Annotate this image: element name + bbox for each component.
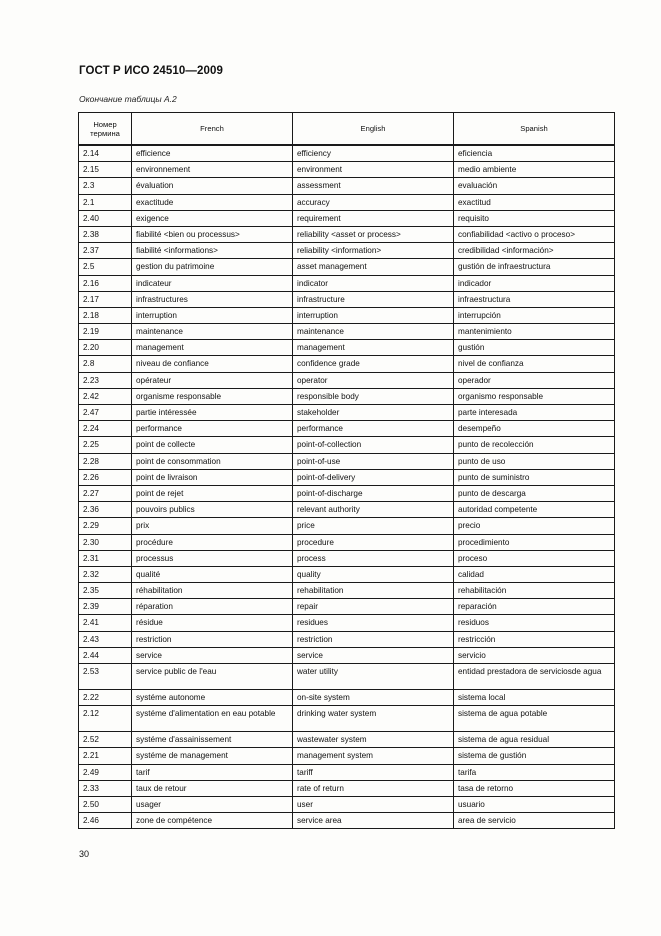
english-term-cell: service area bbox=[293, 813, 454, 829]
term-number-cell: 2.5 bbox=[79, 259, 132, 275]
english-term-cell: management system bbox=[293, 748, 454, 764]
french-term-cell: maintenance bbox=[132, 324, 293, 340]
column-header-number-line1: Номер bbox=[93, 119, 117, 129]
spanish-term-cell: rehabilitación bbox=[454, 583, 615, 599]
french-term-cell: service public de l'eau bbox=[132, 664, 293, 690]
french-term-cell: point de collecte bbox=[132, 437, 293, 453]
english-term-cell: user bbox=[293, 796, 454, 812]
table-row bbox=[79, 706, 615, 732]
english-term-cell: reliability <information> bbox=[293, 243, 454, 259]
french-term-cell: usager bbox=[132, 796, 293, 812]
french-term-cell: environnement bbox=[132, 162, 293, 178]
table-row bbox=[79, 178, 615, 194]
french-term-cell: niveau de confiance bbox=[132, 356, 293, 372]
table-row bbox=[79, 388, 615, 404]
english-term-cell: requirement bbox=[293, 210, 454, 226]
spanish-term-cell: residuos bbox=[454, 615, 615, 631]
spanish-term-cell: credibilidad <información> bbox=[454, 243, 615, 259]
table-row bbox=[79, 599, 615, 615]
spanish-term-cell: proceso bbox=[454, 550, 615, 566]
english-term-cell: point-of-use bbox=[293, 453, 454, 469]
french-term-cell: fiabilité <informations> bbox=[132, 243, 293, 259]
english-term-cell: operator bbox=[293, 372, 454, 388]
french-term-cell: prix bbox=[132, 518, 293, 534]
english-term-cell: water utility bbox=[293, 664, 454, 690]
french-term-cell: fiabilité <bien ou processus> bbox=[132, 226, 293, 242]
term-number-cell: 2.28 bbox=[79, 453, 132, 469]
table-row bbox=[79, 194, 615, 210]
terms-table-body bbox=[79, 145, 615, 829]
term-number-cell: 2.50 bbox=[79, 796, 132, 812]
english-term-cell: repair bbox=[293, 599, 454, 615]
table-row bbox=[79, 356, 615, 372]
term-number-cell: 2.40 bbox=[79, 210, 132, 226]
term-number-cell: 2.38 bbox=[79, 226, 132, 242]
spanish-term-cell: parte interesada bbox=[454, 405, 615, 421]
english-term-cell: drinking water system bbox=[293, 706, 454, 732]
table-row bbox=[79, 243, 615, 259]
term-number-cell: 2.53 bbox=[79, 664, 132, 690]
spanish-term-cell: sistema de gustión bbox=[454, 748, 615, 764]
french-term-cell: pouvoirs publics bbox=[132, 502, 293, 518]
spanish-term-cell: reparación bbox=[454, 599, 615, 615]
table-row bbox=[79, 664, 615, 690]
table-row bbox=[79, 307, 615, 323]
terms-table bbox=[78, 112, 615, 829]
term-number-cell: 2.3 bbox=[79, 178, 132, 194]
term-number-cell: 2.47 bbox=[79, 405, 132, 421]
english-term-cell: tariff bbox=[293, 764, 454, 780]
term-number-cell: 2.35 bbox=[79, 583, 132, 599]
french-term-cell: interruption bbox=[132, 307, 293, 323]
spanish-term-cell: gustión bbox=[454, 340, 615, 356]
spanish-term-cell: interrupción bbox=[454, 307, 615, 323]
table-row bbox=[79, 502, 615, 518]
english-term-cell: reliability <asset or process> bbox=[293, 226, 454, 242]
french-term-cell: systéme d'assainissement bbox=[132, 732, 293, 748]
term-number-cell: 2.30 bbox=[79, 534, 132, 550]
term-number-cell: 2.1 bbox=[79, 194, 132, 210]
term-number-cell: 2.20 bbox=[79, 340, 132, 356]
table-row bbox=[79, 690, 615, 706]
french-term-cell: résidue bbox=[132, 615, 293, 631]
table-row bbox=[79, 405, 615, 421]
french-term-cell: point de livraison bbox=[132, 469, 293, 485]
spanish-term-cell: sistema de agua residual bbox=[454, 732, 615, 748]
column-header-number-line2: термина bbox=[90, 128, 120, 138]
spanish-term-cell: exactitud bbox=[454, 194, 615, 210]
table-row bbox=[79, 291, 615, 307]
table-row bbox=[79, 796, 615, 812]
english-term-cell: point-of-discharge bbox=[293, 485, 454, 501]
english-term-cell: management bbox=[293, 340, 454, 356]
english-term-cell: relevant authority bbox=[293, 502, 454, 518]
term-number-cell: 2.39 bbox=[79, 599, 132, 615]
spanish-term-cell: eficiencia bbox=[454, 145, 615, 162]
french-term-cell: partie intéressée bbox=[132, 405, 293, 421]
english-term-cell: on-site system bbox=[293, 690, 454, 706]
english-term-cell: assessment bbox=[293, 178, 454, 194]
spanish-term-cell: confiabilidad <activo o proceso> bbox=[454, 226, 615, 242]
french-term-cell: systéme de management bbox=[132, 748, 293, 764]
spanish-term-cell: tarifa bbox=[454, 764, 615, 780]
english-term-cell: point-of-collection bbox=[293, 437, 454, 453]
french-term-cell: évaluation bbox=[132, 178, 293, 194]
term-number-cell: 2.24 bbox=[79, 421, 132, 437]
english-term-cell: responsible body bbox=[293, 388, 454, 404]
table-row bbox=[79, 145, 615, 162]
french-term-cell: efficience bbox=[132, 145, 293, 162]
table-row bbox=[79, 340, 615, 356]
english-term-cell: maintenance bbox=[293, 324, 454, 340]
english-term-cell: indicator bbox=[293, 275, 454, 291]
english-term-cell: performance bbox=[293, 421, 454, 437]
spanish-term-cell: calidad bbox=[454, 566, 615, 582]
table-row bbox=[79, 275, 615, 291]
table-row bbox=[79, 372, 615, 388]
term-number-cell: 2.36 bbox=[79, 502, 132, 518]
french-term-cell: procédure bbox=[132, 534, 293, 550]
table-row bbox=[79, 732, 615, 748]
spanish-term-cell: punto de uso bbox=[454, 453, 615, 469]
term-number-cell: 2.31 bbox=[79, 550, 132, 566]
french-term-cell: restriction bbox=[132, 631, 293, 647]
english-term-cell: interruption bbox=[293, 307, 454, 323]
spanish-term-cell: sistema de agua potable bbox=[454, 706, 615, 732]
spanish-term-cell: mantenimiento bbox=[454, 324, 615, 340]
term-number-cell: 2.41 bbox=[79, 615, 132, 631]
french-term-cell: exactitude bbox=[132, 194, 293, 210]
english-term-cell: price bbox=[293, 518, 454, 534]
term-number-cell: 2.21 bbox=[79, 748, 132, 764]
spanish-term-cell: usuario bbox=[454, 796, 615, 812]
english-term-cell: point-of-delivery bbox=[293, 469, 454, 485]
spanish-term-cell: autoridad competente bbox=[454, 502, 615, 518]
term-number-cell: 2.43 bbox=[79, 631, 132, 647]
table-row bbox=[79, 615, 615, 631]
french-term-cell: systéme d'alimentation en eau potable bbox=[132, 706, 293, 732]
spanish-term-cell: nivel de confianza bbox=[454, 356, 615, 372]
spanish-term-cell: area de servicio bbox=[454, 813, 615, 829]
table-row bbox=[79, 764, 615, 780]
spanish-term-cell: punto de suministro bbox=[454, 469, 615, 485]
english-term-cell: rate of return bbox=[293, 780, 454, 796]
table-row bbox=[79, 469, 615, 485]
spanish-term-cell: precio bbox=[454, 518, 615, 534]
term-number-cell: 2.33 bbox=[79, 780, 132, 796]
table-row bbox=[79, 566, 615, 582]
spanish-term-cell: medio ambiente bbox=[454, 162, 615, 178]
table-row bbox=[79, 324, 615, 340]
table-row bbox=[79, 226, 615, 242]
term-number-cell: 2.12 bbox=[79, 706, 132, 732]
spanish-term-cell: gustión de infraestructura bbox=[454, 259, 615, 275]
table-row bbox=[79, 583, 615, 599]
table-row bbox=[79, 421, 615, 437]
french-term-cell: infrastructures bbox=[132, 291, 293, 307]
french-term-cell: systéme autonome bbox=[132, 690, 293, 706]
column-header-english: English bbox=[293, 113, 454, 146]
french-term-cell: organisme responsable bbox=[132, 388, 293, 404]
term-number-cell: 2.22 bbox=[79, 690, 132, 706]
french-term-cell: service bbox=[132, 647, 293, 663]
english-term-cell: restriction bbox=[293, 631, 454, 647]
english-term-cell: stakeholder bbox=[293, 405, 454, 421]
spanish-term-cell: sistema local bbox=[454, 690, 615, 706]
english-term-cell: service bbox=[293, 647, 454, 663]
term-number-cell: 2.46 bbox=[79, 813, 132, 829]
term-number-cell: 2.42 bbox=[79, 388, 132, 404]
term-number-cell: 2.49 bbox=[79, 764, 132, 780]
term-number-cell: 2.23 bbox=[79, 372, 132, 388]
french-term-cell: point de rejet bbox=[132, 485, 293, 501]
french-term-cell: indicateur bbox=[132, 275, 293, 291]
table-row bbox=[79, 518, 615, 534]
spanish-term-cell: punto de descarga bbox=[454, 485, 615, 501]
english-term-cell: rehabilitation bbox=[293, 583, 454, 599]
column-header-number bbox=[79, 113, 132, 146]
spanish-term-cell: evaluación bbox=[454, 178, 615, 194]
table-row bbox=[79, 485, 615, 501]
spanish-term-cell: restricción bbox=[454, 631, 615, 647]
term-number-cell: 2.14 bbox=[79, 145, 132, 162]
column-header-spanish: Spanish bbox=[454, 113, 615, 146]
english-term-cell: efficiency bbox=[293, 145, 454, 162]
page-number: 30 bbox=[79, 849, 90, 859]
term-number-cell: 2.8 bbox=[79, 356, 132, 372]
spanish-term-cell: indicador bbox=[454, 275, 615, 291]
table-row bbox=[79, 534, 615, 550]
spanish-term-cell: procedimiento bbox=[454, 534, 615, 550]
spanish-term-cell: tasa de retorno bbox=[454, 780, 615, 796]
term-number-cell: 2.27 bbox=[79, 485, 132, 501]
term-number-cell: 2.18 bbox=[79, 307, 132, 323]
term-number-cell: 2.17 bbox=[79, 291, 132, 307]
term-number-cell: 2.37 bbox=[79, 243, 132, 259]
french-term-cell: réparation bbox=[132, 599, 293, 615]
term-number-cell: 2.52 bbox=[79, 732, 132, 748]
english-term-cell: quality bbox=[293, 566, 454, 582]
spanish-term-cell: requisito bbox=[454, 210, 615, 226]
table-header-row bbox=[79, 113, 615, 146]
table-row bbox=[79, 259, 615, 275]
spanish-term-cell: entidad prestadora de serviciosde agua bbox=[454, 664, 615, 690]
english-term-cell: asset management bbox=[293, 259, 454, 275]
term-number-cell: 2.16 bbox=[79, 275, 132, 291]
table-row bbox=[79, 631, 615, 647]
english-term-cell: confidence grade bbox=[293, 356, 454, 372]
spanish-term-cell: servicio bbox=[454, 647, 615, 663]
english-term-cell: accuracy bbox=[293, 194, 454, 210]
column-header-french: French bbox=[132, 113, 293, 146]
term-number-cell: 2.32 bbox=[79, 566, 132, 582]
french-term-cell: taux de retour bbox=[132, 780, 293, 796]
english-term-cell: process bbox=[293, 550, 454, 566]
english-term-cell: residues bbox=[293, 615, 454, 631]
table-row bbox=[79, 748, 615, 764]
french-term-cell: performance bbox=[132, 421, 293, 437]
table-row bbox=[79, 647, 615, 663]
term-number-cell: 2.19 bbox=[79, 324, 132, 340]
table-row bbox=[79, 437, 615, 453]
term-number-cell: 2.15 bbox=[79, 162, 132, 178]
french-term-cell: gestion du patrimoine bbox=[132, 259, 293, 275]
english-term-cell: environment bbox=[293, 162, 454, 178]
french-term-cell: management bbox=[132, 340, 293, 356]
french-term-cell: zone de compétence bbox=[132, 813, 293, 829]
table-row bbox=[79, 162, 615, 178]
english-term-cell: wastewater system bbox=[293, 732, 454, 748]
table-row bbox=[79, 813, 615, 829]
french-term-cell: point de consommation bbox=[132, 453, 293, 469]
term-number-cell: 2.25 bbox=[79, 437, 132, 453]
spanish-term-cell: operador bbox=[454, 372, 615, 388]
term-number-cell: 2.26 bbox=[79, 469, 132, 485]
spanish-term-cell: desempeño bbox=[454, 421, 615, 437]
table-row bbox=[79, 210, 615, 226]
spanish-term-cell: punto de recolección bbox=[454, 437, 615, 453]
french-term-cell: réhabilitation bbox=[132, 583, 293, 599]
table-row bbox=[79, 550, 615, 566]
table-caption: Окончание таблицы А.2 bbox=[79, 94, 177, 104]
english-term-cell: infrastructure bbox=[293, 291, 454, 307]
term-number-cell: 2.44 bbox=[79, 647, 132, 663]
spanish-term-cell: organismo responsable bbox=[454, 388, 615, 404]
table-row bbox=[79, 453, 615, 469]
document-title: ГОСТ Р ИСО 24510—2009 bbox=[79, 65, 224, 77]
french-term-cell: qualité bbox=[132, 566, 293, 582]
term-number-cell: 2.29 bbox=[79, 518, 132, 534]
french-term-cell: tarif bbox=[132, 764, 293, 780]
spanish-term-cell: infraestructura bbox=[454, 291, 615, 307]
french-term-cell: processus bbox=[132, 550, 293, 566]
french-term-cell: exigence bbox=[132, 210, 293, 226]
english-term-cell: procedure bbox=[293, 534, 454, 550]
french-term-cell: opérateur bbox=[132, 372, 293, 388]
table-row bbox=[79, 780, 615, 796]
